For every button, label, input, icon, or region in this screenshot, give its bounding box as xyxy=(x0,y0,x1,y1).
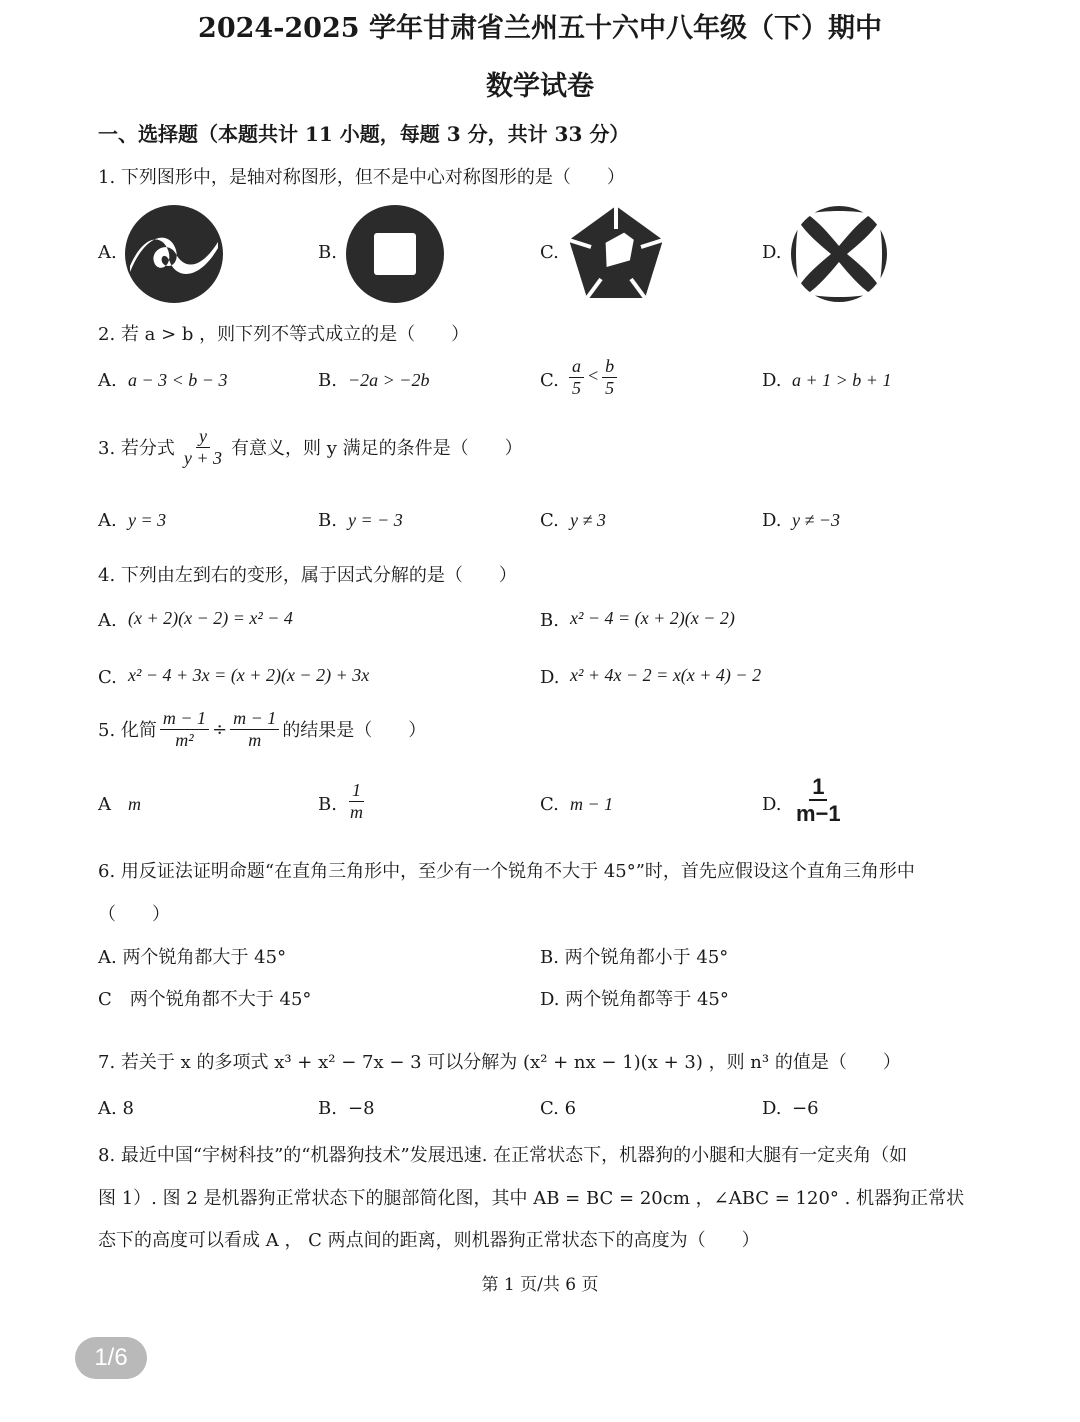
q2c-denominator-2: 5 xyxy=(605,377,615,398)
section-heading: 一、选择题（本题共计 11 小题，每题 3 分，共计 33 分） xyxy=(98,122,630,146)
q6-option-a: A. 两个锐角都大于 45° xyxy=(98,947,287,968)
q3-option-c: y ≠ 3 xyxy=(570,510,606,530)
q2c-denominator-1: 5 xyxy=(572,377,581,398)
q3-option-b-label: B. xyxy=(318,510,337,531)
q5-option-b xyxy=(344,780,369,822)
q5-suffix: 的结果是（ ） xyxy=(282,720,427,742)
q4-option-a-label: A. xyxy=(98,610,117,631)
q2c-numerator-2: b xyxy=(602,356,617,378)
q4-option-c: x² − 4 + 3x = (x + 2)(x − 2) + 3x xyxy=(128,665,370,685)
question-1-stem: 1. 下列图形中，是轴对称图形，但不是中心对称图形的是（ ） xyxy=(98,167,625,188)
q6-option-b: B. 两个锐角都小于 45° xyxy=(540,947,729,968)
q5-denominator-1: m² xyxy=(175,729,194,750)
q3-denominator: y + 3 xyxy=(183,447,223,468)
q7-option-b-label: B. xyxy=(318,1098,337,1119)
q2-option-c-label: C. xyxy=(540,370,559,391)
q4-option-b-label: B. xyxy=(540,610,559,631)
q7-option-c: C. 6 xyxy=(540,1098,577,1119)
page-footer: 第 1 页/共 6 页 xyxy=(481,1275,599,1295)
pentagon-star-figure xyxy=(566,204,666,304)
q2-option-d: a + 1 > b + 1 xyxy=(792,370,892,390)
q5-option-d-label: D. xyxy=(762,794,782,815)
q4-option-d: x² + 4x − 2 = x(x + 4) − 2 xyxy=(570,665,762,685)
question-3-stem xyxy=(98,426,523,468)
q5-option-b-label: B. xyxy=(318,794,337,815)
q3-option-b: y = − 3 xyxy=(348,510,403,530)
q5-numerator-2: m − 1 xyxy=(230,708,279,730)
q6-option-d: D. 两个锐角都等于 45° xyxy=(540,989,729,1010)
coin-square-figure xyxy=(345,204,445,304)
q2c-operator: < xyxy=(587,365,600,386)
q5-denominator-2: m xyxy=(248,729,262,750)
q3-numerator: y xyxy=(196,426,210,448)
question-8-line-3: 态下的高度可以看成 A ， C 两点间的距离，则机器狗正常状态下的高度为（ ） xyxy=(98,1230,760,1251)
question-5-stem xyxy=(98,708,426,750)
question-7-stem: 7. 若关于 x 的多项式 x³ + x² − 7x − 3 可以分解为 (x² + nx − 1)(x + 3) ，则 n³ 的值是（ ） xyxy=(98,1052,901,1073)
q1-option-c-label: C. xyxy=(540,242,559,263)
q2-option-c xyxy=(566,356,620,398)
q5-numerator-1: m − 1 xyxy=(160,708,209,730)
q4-option-c-label: C. xyxy=(98,667,117,688)
q4-option-d-label: D. xyxy=(540,667,560,688)
q2-option-a: a − 3 < b − 3 xyxy=(128,370,228,390)
question-8-line-2: 图 1）. 图 2 是机器狗正常状态下的腿部简化图，其中 AB = BC = 20cm ，∠ABC = 120° . 机器狗正常状 xyxy=(98,1188,965,1209)
q5b-numerator: 1 xyxy=(349,780,364,802)
q7-option-b: −8 xyxy=(348,1098,375,1119)
q2-option-b-label: B. xyxy=(318,370,337,391)
q5-option-d xyxy=(790,774,847,827)
q4-option-b: x² − 4 = (x + 2)(x − 2) xyxy=(570,608,735,628)
four-petal-figure xyxy=(789,204,889,304)
question-6-paren: （ ） xyxy=(98,904,170,925)
q3-option-d-label: D. xyxy=(762,510,782,531)
q7-option-a: A. 8 xyxy=(98,1098,134,1119)
q2-option-d-label: D. xyxy=(762,370,782,391)
q5d-numerator: 1 xyxy=(809,774,827,801)
question-6-stem: 6. 用反证法证明命题“在直角三角形中，至少有一个锐角不大于 45°”时，首先应假设这个直角三角形中 xyxy=(98,861,915,882)
question-2-stem: 2. 若 a > b ，则下列不等式成立的是（ ） xyxy=(98,324,470,345)
q3-suffix: 有意义，则 y 满足的条件是（ ） xyxy=(231,438,523,460)
q1-option-b-label: B. xyxy=(318,242,337,263)
q3-option-c-label: C. xyxy=(540,510,559,531)
question-8-line-1: 8. 最近中国“宇树科技”的“机器狗技术”发展迅速. 在正常状态下，机器狗的小腿和大腿有一定夹角（如 xyxy=(98,1145,908,1166)
q5d-denominator: m−1 xyxy=(796,801,841,827)
taiji-wave-figure xyxy=(124,204,224,304)
exam-title: 2024-2025 学年甘肃省兰州五十六中八年级（下）期中 xyxy=(198,13,882,44)
q5-operator: ÷ xyxy=(212,718,228,740)
q5b-denominator: m xyxy=(350,801,363,822)
q2-option-a-label: A. xyxy=(98,370,117,391)
question-4-stem: 4. 下列由左到右的变形，属于因式分解的是（ ） xyxy=(98,565,517,586)
q5-option-a-label: A xyxy=(98,794,111,815)
q5-option-c-label: C. xyxy=(540,794,559,815)
q5-option-c: m − 1 xyxy=(570,794,614,814)
q3-option-a-label: A. xyxy=(98,510,117,531)
q2c-numerator-1: a xyxy=(569,356,584,378)
page-indicator[interactable]: 1/6 xyxy=(75,1337,147,1379)
q7-option-d-label: D. xyxy=(762,1098,782,1119)
q3-option-a: y = 3 xyxy=(128,510,167,530)
q4-option-a: (x + 2)(x − 2) = x² − 4 xyxy=(128,608,293,628)
q7-option-d: −6 xyxy=(792,1098,819,1119)
exam-subtitle: 数学试卷 xyxy=(486,71,594,102)
q1-option-a-label: A. xyxy=(98,242,117,263)
q2-option-b: −2a > −2b xyxy=(348,370,430,390)
q5-option-a: m xyxy=(128,794,141,814)
q6-option-c: C 两个锐角都不大于 45° xyxy=(98,989,312,1010)
q3-option-d: y ≠ −3 xyxy=(792,510,841,530)
q5-prefix: 5. 化简 xyxy=(98,720,157,742)
q3-prefix: 3. 若分式 xyxy=(98,438,175,460)
q1-option-d-label: D. xyxy=(762,242,782,263)
